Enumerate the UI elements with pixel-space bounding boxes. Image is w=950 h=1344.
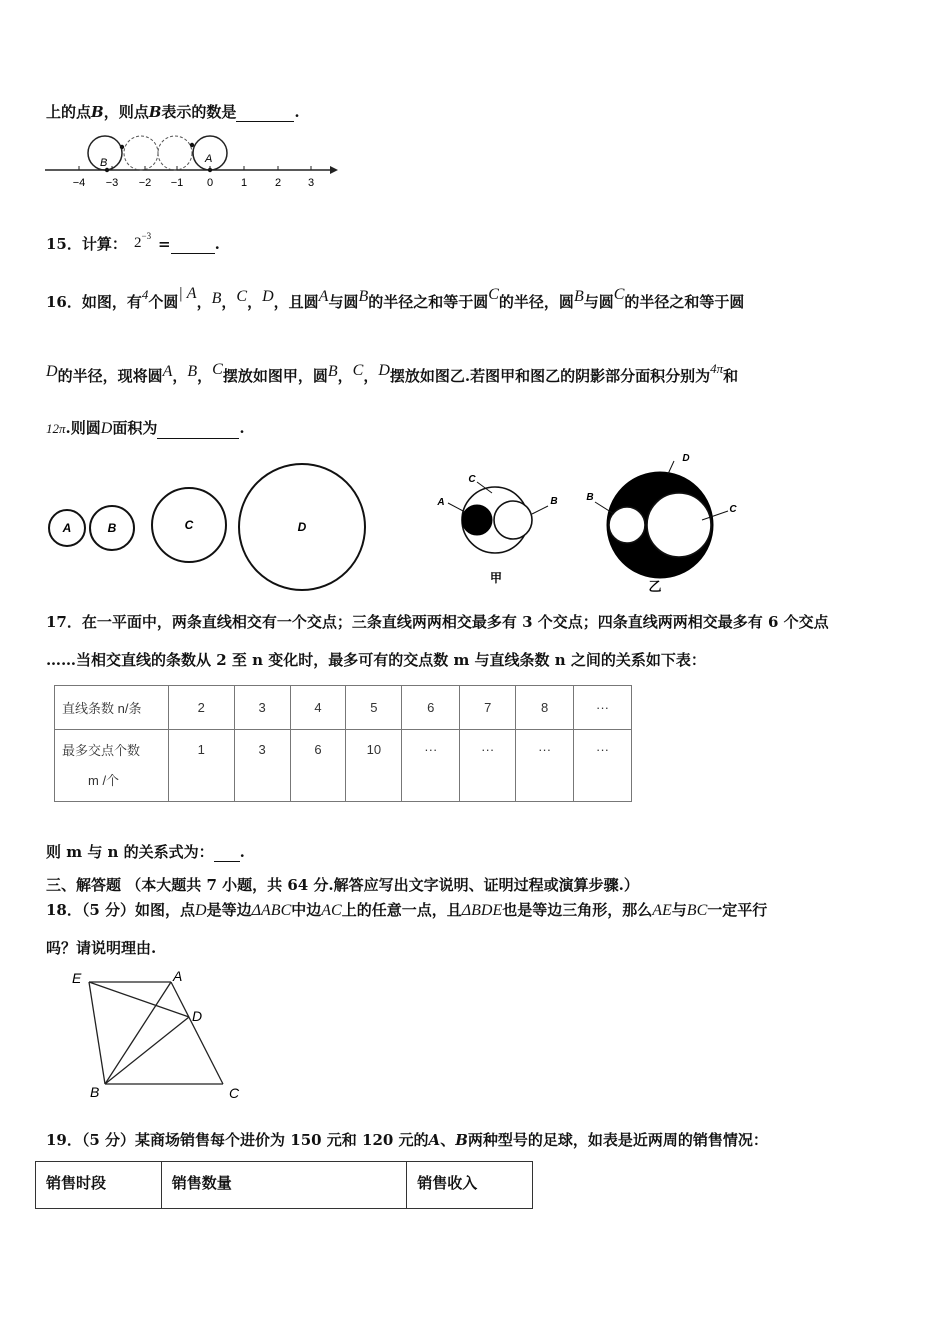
table-cell: 5	[346, 686, 402, 730]
q16-line2: D的半径，现将圆A，B，C摆放如图甲，圆B，C，D摆放如图乙.若图甲和图乙的阴影部分面积分别为4π和	[46, 361, 739, 385]
table-cell: 6	[290, 730, 346, 802]
table-cell: 10	[346, 730, 402, 802]
table-cell: ···	[574, 730, 632, 802]
table-cell: 3	[234, 686, 290, 730]
q17-line1: 17．在一平面中，两条直线相交有一个交点；三条直线两两相交最多有 3 个交点；四条直线两两相交最多有 6 个交点	[46, 613, 829, 631]
tick-label: 0	[206, 177, 214, 189]
svg-text:D: D	[297, 520, 307, 534]
caption-jia: 甲	[489, 571, 503, 585]
table-row	[55, 730, 632, 802]
circles-figure	[40, 448, 760, 598]
table-cell: 6	[402, 686, 460, 730]
point-a-label: A	[205, 153, 213, 165]
svg-text:A: A	[437, 497, 445, 508]
q17-line2: ……当相交直线的条数从 2 至 n 变化时，最多可有的交点数 m 与直线条数 n 之间的关系如下表：	[46, 651, 706, 669]
q15-expression: $2^{-3}$	[134, 231, 152, 251]
tick-label: −1	[170, 177, 184, 189]
table-header: 销售收入	[407, 1162, 533, 1209]
table-cell: ···	[402, 730, 460, 802]
svg-text:C: C	[184, 518, 194, 532]
vertex-c: C	[229, 1085, 240, 1101]
table-cell: 8	[516, 686, 574, 730]
q15-text: 15．计算：	[46, 235, 127, 253]
vertex-d: D	[192, 1008, 203, 1024]
answer-blank	[171, 239, 215, 254]
tick-label: 1	[240, 177, 248, 189]
vertex-e: E	[72, 970, 82, 986]
q19-text: 19．（5 分）某商场销售每个进价为 150 元和 120 元的A、B两种型号的足球，如表是近两周的销售情况：	[46, 1131, 768, 1149]
table-cell: ···	[574, 686, 632, 730]
table-cell: 3	[234, 730, 290, 802]
svg-text:A: A	[62, 521, 72, 535]
tick-label: −3	[105, 177, 119, 189]
svg-text:D: D	[682, 453, 690, 464]
svg-text:B: B	[586, 492, 594, 503]
vertex-b: B	[90, 1084, 100, 1100]
table-cell: 4	[290, 686, 346, 730]
sales-table	[35, 1161, 533, 1209]
tick-label: 3	[307, 177, 315, 189]
answer-blank	[236, 107, 294, 122]
svg-text:B: B	[107, 521, 117, 535]
q17-answer: 则 m 与 n 的关系式为： .	[46, 843, 245, 861]
caption-yi: 乙	[648, 579, 662, 594]
svg-text:C: C	[468, 474, 476, 485]
intersection-table	[54, 685, 632, 802]
table-header-n: 直线条数 n/条	[55, 686, 169, 730]
q18-line2: 吗？请说明理由.	[46, 939, 157, 957]
svg-text:C: C	[729, 504, 737, 515]
table-header-m: 最多交点个数 m /个	[55, 730, 169, 802]
figure-yi	[586, 453, 737, 594]
q16-line3: 12π.则圆D面积为 .	[46, 419, 245, 437]
table-cell: ···	[460, 730, 516, 802]
q15-answer: = .	[158, 235, 220, 253]
table-cell: 2	[168, 686, 234, 730]
table-header: 销售时段	[36, 1162, 162, 1209]
vertex-a: A	[173, 968, 183, 984]
table-cell: 1	[168, 730, 234, 802]
table-cell: 7	[460, 686, 516, 730]
table-row	[36, 1162, 533, 1209]
svg-text:B: B	[550, 496, 558, 507]
tick-label: −4	[72, 177, 86, 189]
table-cell: ···	[516, 730, 574, 802]
point-b-label: B	[100, 157, 108, 169]
answer-blank	[157, 424, 239, 439]
tick-label: 2	[274, 177, 282, 189]
triangle-figure	[65, 965, 255, 1105]
answer-blank	[214, 847, 240, 862]
table-header: 销售数量	[161, 1162, 406, 1209]
table-row	[55, 686, 632, 730]
q18-line1: 18．（5 分）如图，点D是等边ΔABC中边AC上的任意一点，且ΔBDE也是等边三角形，那么AE与BC一定平行	[46, 901, 768, 919]
figure-jia	[436, 474, 557, 585]
q16-line1: 16．如图，有4个圆| A，B，C，D，且圆A与圆B的半径之和等于圆C的半径，圆B与圆C的半径之和等于圆	[46, 285, 745, 311]
number-line-figure	[40, 132, 340, 192]
tick-label: −2	[138, 177, 152, 189]
section-heading: 三、解答题 （本大题共 7 小题，共 64 分.解答应写出文字说明、证明过程或演算步骤.）	[46, 876, 639, 894]
q14-text: 上的点B，则点B表示的数是 .	[46, 103, 300, 121]
